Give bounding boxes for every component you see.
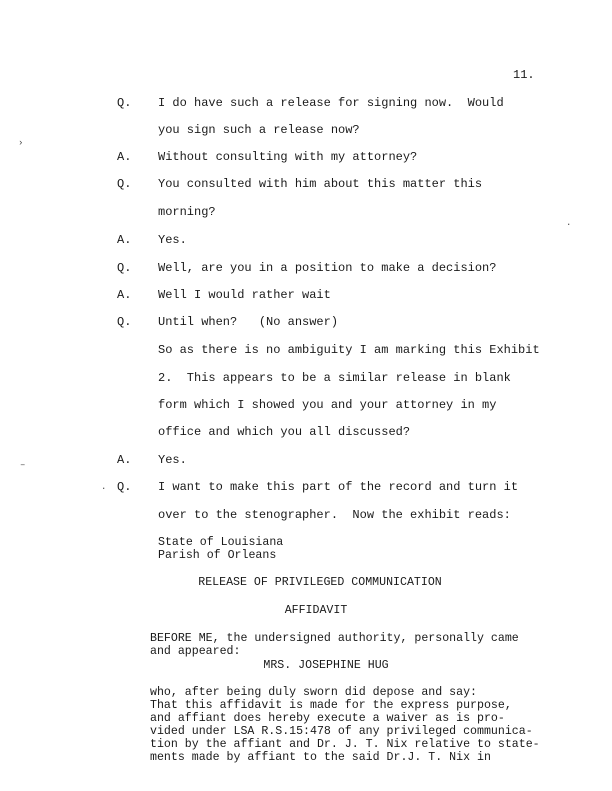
exchange-text: 2. This appears to be a similar release in blank <box>158 371 511 385</box>
exchange-a3 <box>0 288 612 315</box>
exchange-text: morning? <box>158 205 216 219</box>
exhibit-body-line: ments made by affiant to the said Dr.J. T. Nix in <box>150 751 491 764</box>
speaker-label: Q. <box>117 96 132 110</box>
scan-speck: · <box>566 220 572 230</box>
scan-speck: · <box>101 484 107 494</box>
exhibit-subheading: AFFIDAVIT <box>284 604 348 617</box>
scan-speck: – <box>20 460 26 470</box>
exchange-text: You consulted with him about this matter this <box>158 177 483 191</box>
exchange-text: Yes. <box>158 233 187 247</box>
speaker-label: A. <box>117 233 132 247</box>
speaker-label: Q. <box>117 177 132 191</box>
exhibit-body-line: who, after being duly sworn did depose and say: <box>150 686 477 699</box>
exchange-text: Yes. <box>158 453 187 467</box>
exhibit-body-line: vided under LSA R.S.15:478 of any privileged communica- <box>150 725 533 738</box>
exchange-text: Without consulting with my attorney? <box>158 150 418 164</box>
speaker-label: Q. <box>117 261 132 275</box>
exchange-text: office and which you all discussed? <box>158 425 411 439</box>
exchange-a1 <box>0 150 612 177</box>
exchange-text: you sign such a release now? <box>158 123 360 137</box>
speaker-label: Q. <box>117 480 132 494</box>
scan-speck: › <box>18 138 24 148</box>
exchange-text: So as there is no ambiguity I am marking this Exhibit <box>158 343 540 357</box>
exchange-text: Well, are you in a position to make a decision? <box>158 261 497 275</box>
exchange-text: I want to make this part of the record and turn it <box>158 480 519 494</box>
exchange-q2 <box>0 177 612 204</box>
exhibit-body-line: That this affidavit is made for the express purpose, <box>150 699 512 712</box>
exchange-text: I do have such a release for signing now. Would <box>158 96 504 110</box>
exchange-a4 <box>0 453 612 480</box>
affiant-name: MRS. JOSEPHINE HUG <box>263 659 389 672</box>
speaker-label: A. <box>117 150 132 164</box>
exhibit-body-line: tion by the affiant and Dr. J. T. Nix relative to state- <box>150 738 540 751</box>
exhibit-body-line: and affiant does hereby execute a waiver as is pro- <box>150 712 505 725</box>
exhibit-venue-parish: Parish of Orleans <box>158 549 277 562</box>
exchange-text: Until when? (No answer) <box>158 315 339 329</box>
exhibit-heading: RELEASE OF PRIVILEGED COMMUNICATION <box>198 576 442 589</box>
exhibit-intro-line: and appeared: <box>150 645 241 658</box>
exchange-text: Well I would rather wait <box>158 288 331 302</box>
exchange-text: form which I showed you and your attorney in my <box>158 398 497 412</box>
exchange-q1 <box>0 96 612 123</box>
speaker-label: A. <box>117 453 132 467</box>
exchange-text: over to the stenographer. Now the exhibit reads: <box>158 508 511 522</box>
exhibit-intro-line: BEFORE ME, the undersigned authority, personally came <box>150 632 519 645</box>
exchange-q5 <box>0 480 612 507</box>
exchange-a2 <box>0 233 612 260</box>
exchange-q3 <box>0 261 612 288</box>
exchange-q4 <box>0 315 612 342</box>
page-number: 11. <box>513 68 535 82</box>
exhibit-venue-state: State of Louisiana <box>158 536 284 549</box>
speaker-label: Q. <box>117 315 132 329</box>
speaker-label: A. <box>117 288 132 302</box>
